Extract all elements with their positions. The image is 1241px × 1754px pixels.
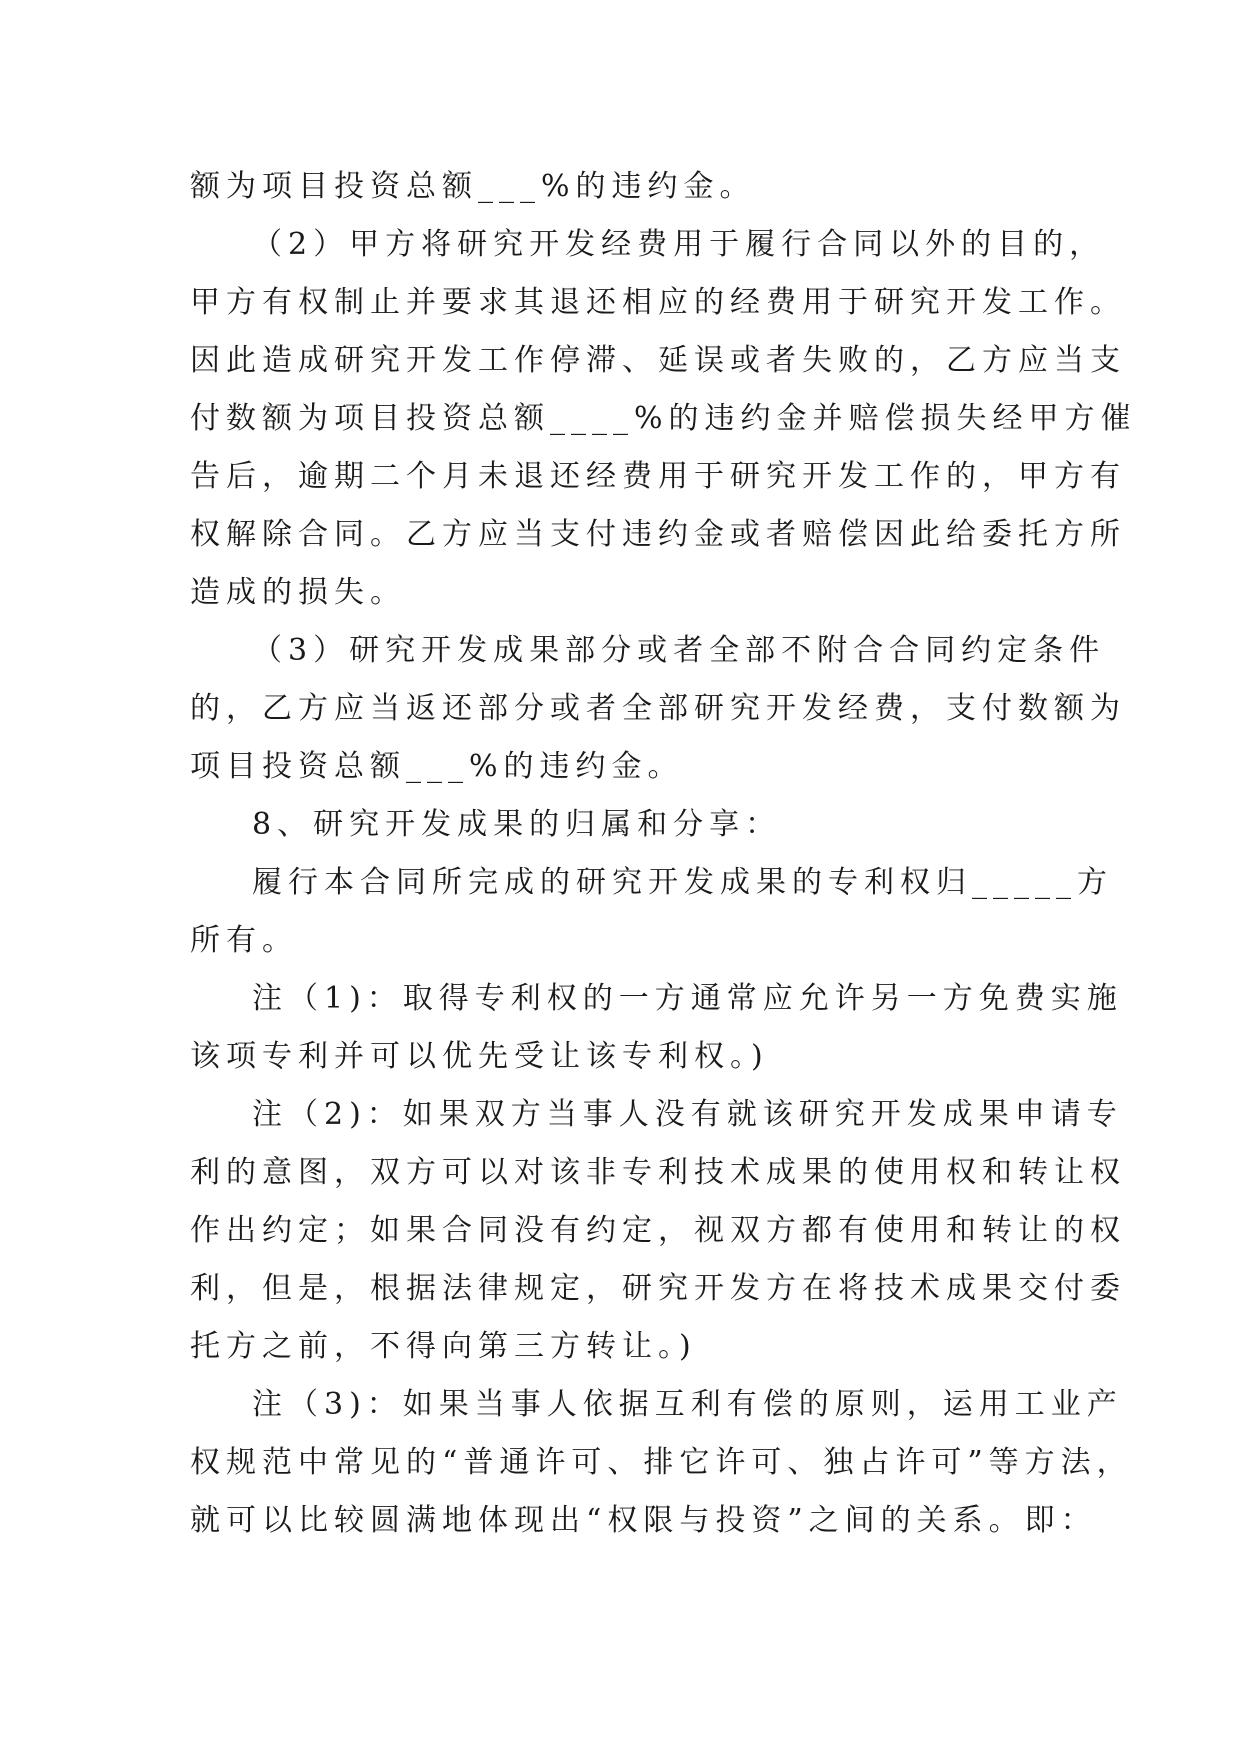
paragraph: [190, 1086, 1126, 1376]
text-line: 作出约定；如果合同没有约定，视双方都有使用和转让的权: [190, 1213, 1126, 1248]
document-body: [190, 158, 1137, 1550]
text-line: 注（3)：如果当事人依据互利有偿的原则，运用工业产: [252, 1387, 1123, 1422]
text-line: 利的意图，双方可以对该非专利技术成果的使用权和转让权: [190, 1155, 1126, 1190]
text-line: 甲方有权制止并要求其退还相应的经费用于研究开发工作。: [190, 285, 1126, 320]
paragraph: [190, 158, 1070, 216]
paragraph: [190, 796, 1070, 854]
text-line: 8、研究开发成果的归属和分享：: [252, 807, 782, 842]
paragraph: [190, 216, 1137, 622]
text-line: （3）研究开发成果部分或者全部不附合合同约定条件: [252, 633, 1106, 668]
text-line: 托方之前，不得向第三方转让。): [190, 1329, 697, 1364]
text-line: 的，乙方应当返还部分或者全部研究开发经费，支付数额为: [190, 691, 1126, 726]
text-line: 就可以比较圆满地体现出“权限与投资”之间的关系。即：: [190, 1503, 1097, 1538]
text-line: 因此造成研究开发工作停滞、延误或者失败的，乙方应当支: [190, 343, 1126, 378]
paragraph: [190, 970, 1123, 1086]
text-line: 所有。: [190, 923, 298, 958]
text-line: 注（1)：取得专利权的一方通常应允许另一方免费实施: [252, 981, 1123, 1016]
text-line: 权规范中常见的“普通许可、排它许可、独占许可”等方法，: [190, 1445, 1133, 1480]
paragraph: [190, 1376, 1133, 1550]
text-line: 履行本合同所完成的研究开发成果的专利权归_____方: [252, 865, 1113, 900]
text-line: 额为项目投资总额___%的违约金。: [190, 169, 756, 204]
text-line: 造成的损失。: [190, 575, 406, 610]
text-line: 项目投资总额___%的违约金。: [190, 749, 684, 784]
text-line: 注（2)：如果双方当事人没有就该研究开发成果申请专: [252, 1097, 1123, 1132]
text-line: 告后，逾期二个月未退还经费用于研究开发工作的，甲方有: [190, 459, 1126, 494]
text-line: 该项专利并可以优先受让该专利权。): [190, 1039, 769, 1074]
paragraph: [190, 622, 1126, 796]
text-line: （2）甲方将研究开发经费用于履行合同以外的目的，: [252, 227, 1106, 262]
text-line: 权解除合同。乙方应当支付违约金或者赔偿因此给委托方所: [190, 517, 1126, 552]
text-line: 利，但是，根据法律规定，研究开发方在将技术成果交付委: [190, 1271, 1126, 1306]
paragraph: [190, 854, 1113, 970]
text-line: 付数额为项目投资总额____%的违约金并赔偿损失经甲方催: [190, 401, 1137, 436]
